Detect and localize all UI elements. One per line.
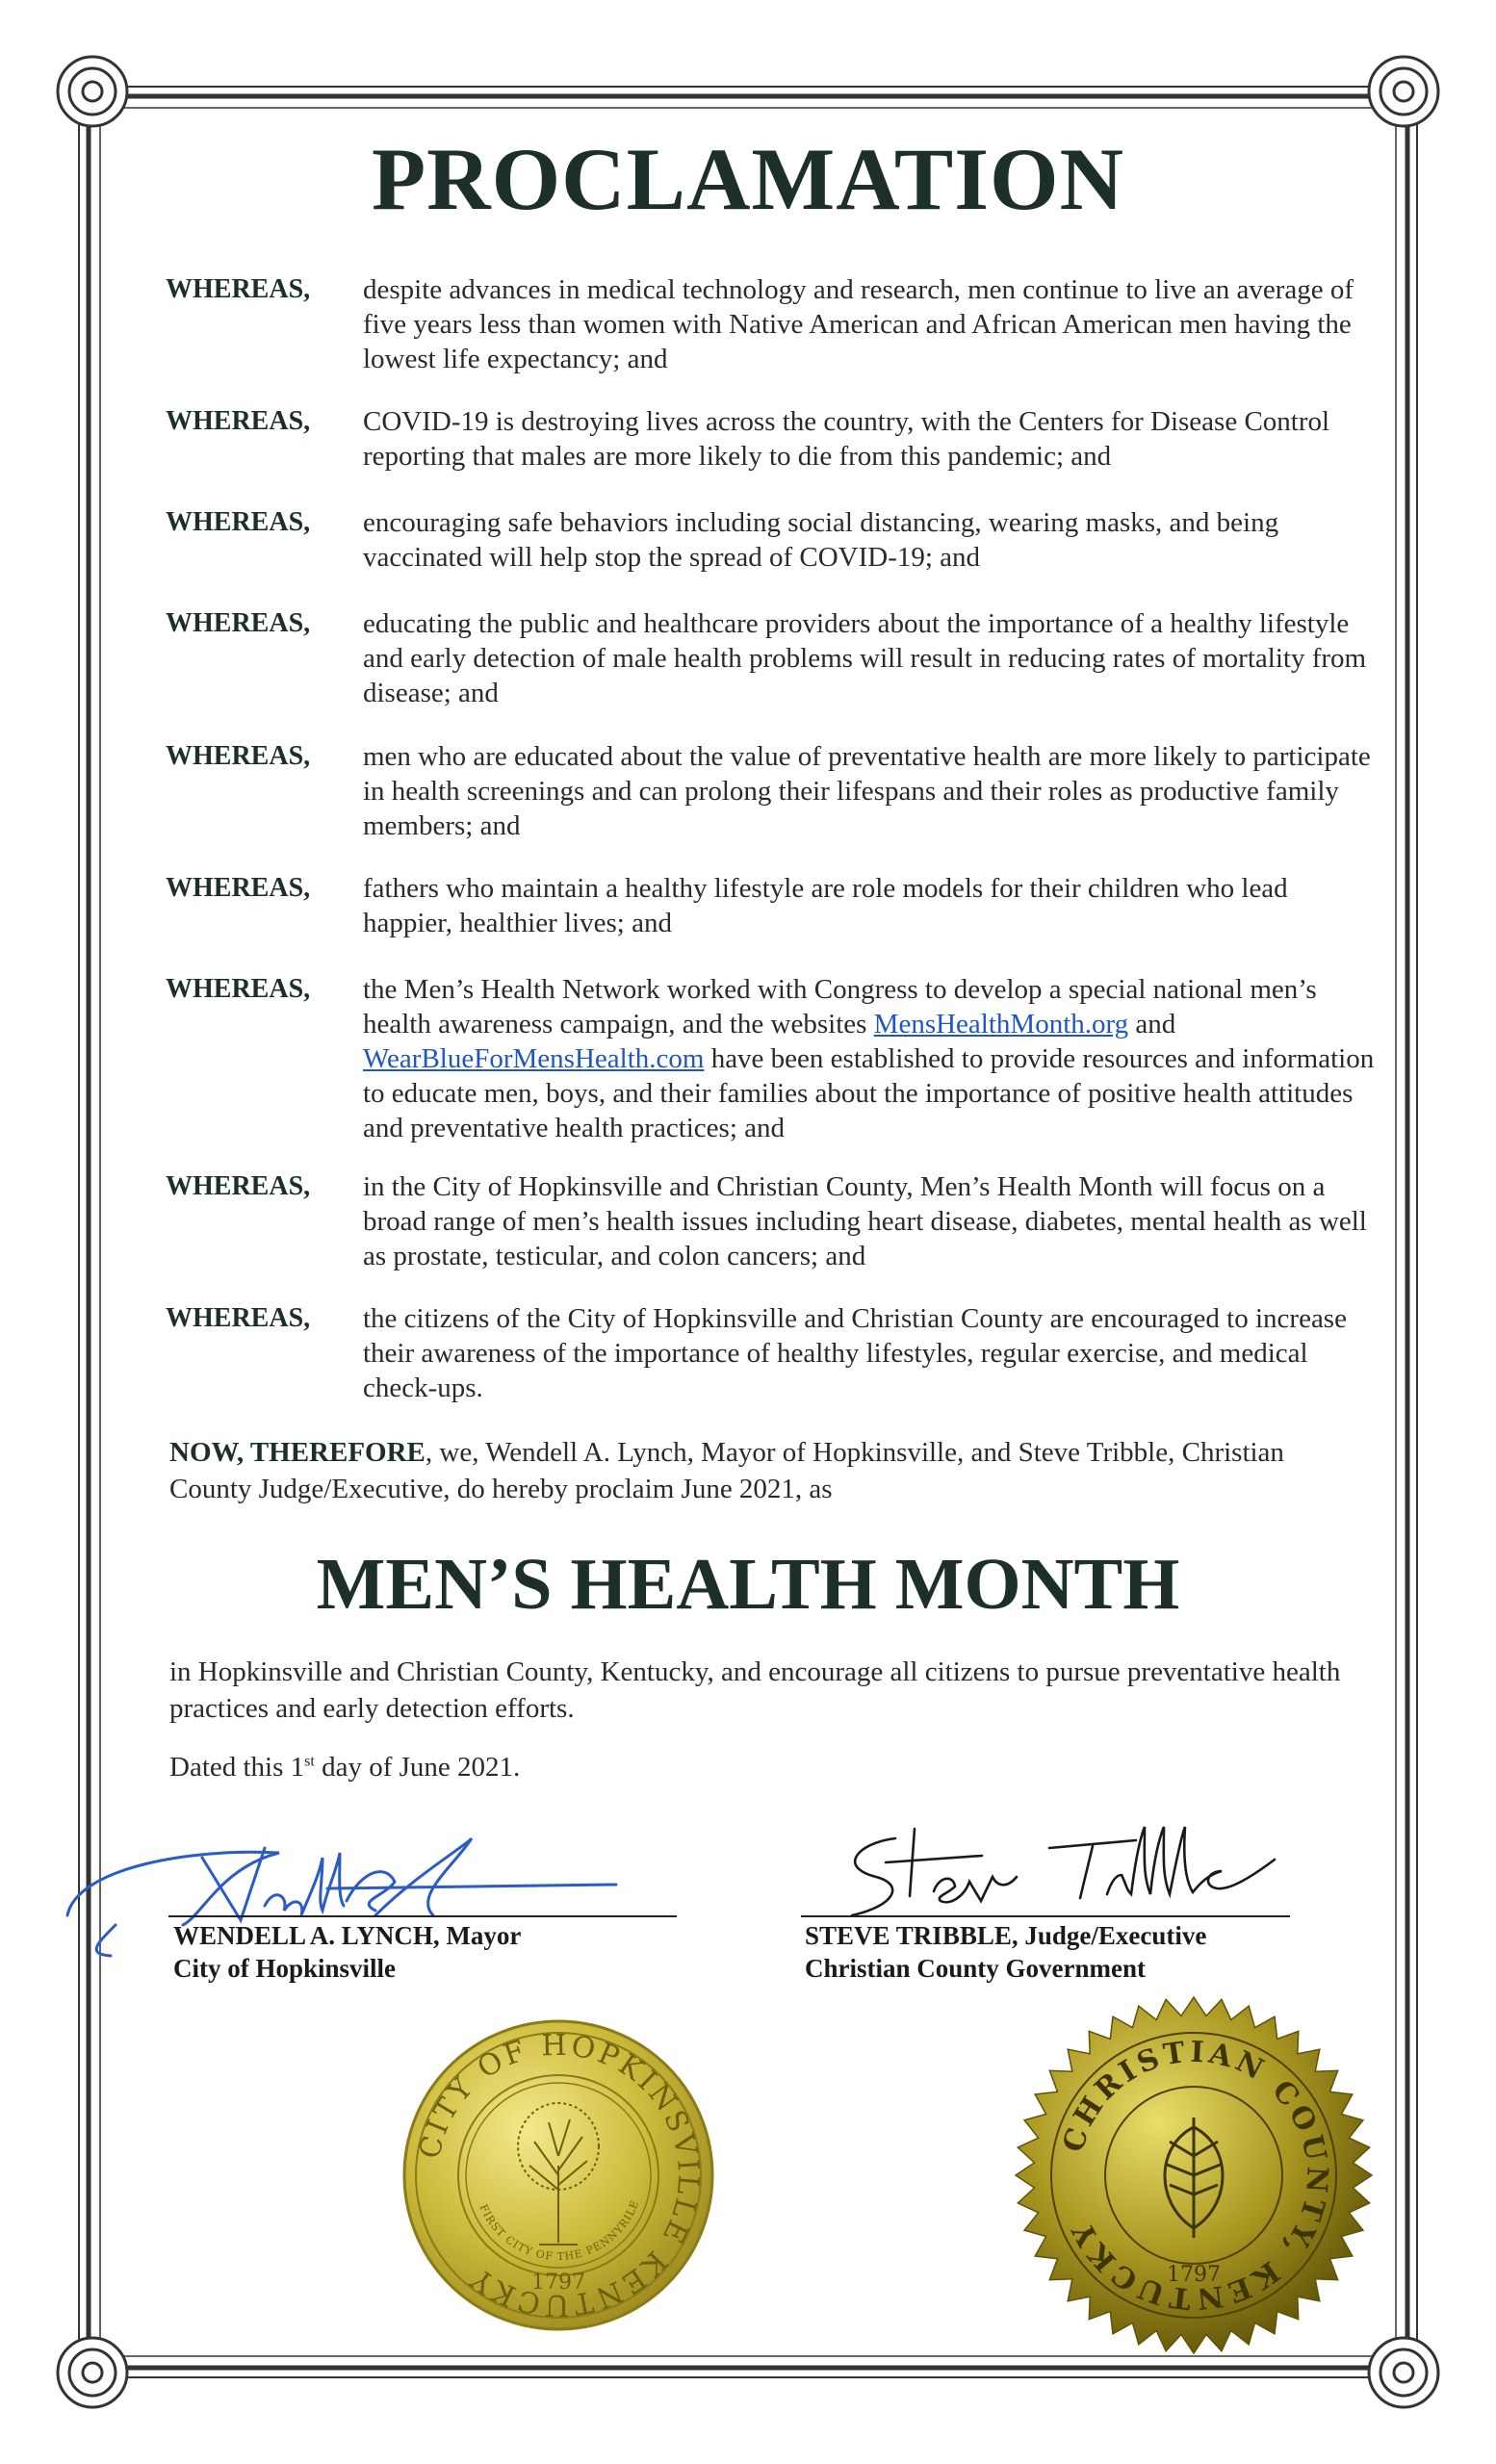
clause-text-after: have been established to provide resources and information to educate men, boys, and their families about the importance of positive health attitudes and preventative health practices; and [363,1043,1375,1143]
seal-right-ring-text: CHRISTIAN COUNTY, KENTUCKY [1056,2035,1334,2316]
whereas-clause-7 [166,972,1379,1145]
signature-line-right [801,1915,1290,1917]
seal-city-of-hopkinsville [395,2012,722,2339]
signatory-mayor [173,1919,521,1985]
corner-ornament-top-left [58,57,127,126]
signatory-judge-name: STEVE TRIBBLE, Judge/Executive [805,1921,1207,1950]
clause-text: men who are educated about the value of preventative health are more likely to participate in health screenings and can prolong their lifespans and their roles as productive family members; and [363,741,1371,841]
whereas-clause-2 [166,404,1379,474]
whereas-clause-6 [166,871,1379,940]
clause-text: encouraging safe behaviors including social distancing, wearing masks, and being vaccinated will help stop the spread of COVID-19; and [363,507,1279,573]
signatory-mayor-name: WENDELL A. LYNCH, Mayor [173,1921,522,1950]
whereas-label: WHEREAS, [166,741,311,771]
whereas-clause-1 [166,272,1379,376]
therefore-text: , we, Wendell A. Lynch, Mayor of Hopkinsville, and Steve Tribble, Christian County Judge/Executive, do hereby proclaim June 2021, as [169,1437,1284,1504]
whereas-label: WHEREAS, [166,873,311,903]
whereas-label: WHEREAS, [166,1303,311,1333]
clause-text-before: the Men’s Health Network worked with Congress to develop a special national men’s health awareness campaign, and the websites [363,974,1317,1040]
encourage-paragraph: in Hopkinsville and Christian County, Kentucky, and encourage all citizens to pursue preventative health practices and early detection efforts. [169,1656,1341,1724]
therefore-lead: NOW, THEREFORE [169,1437,426,1468]
whereas-label: WHEREAS, [166,608,311,638]
seal-left-year: 1797 [531,2271,585,2295]
signatory-judge [805,1919,1206,1985]
link-menshealthmonth[interactable]: MensHealthMonth.org [873,1009,1129,1040]
seal-christian-county [1011,1992,1377,2358]
whereas-clause-5 [166,739,1379,843]
clause-text [363,972,1379,1145]
signatory-mayor-org: City of Hopkinsville [173,1954,397,1983]
whereas-label: WHEREAS, [166,406,311,436]
corner-ornament-bottom-left [58,2338,127,2407]
seal-left-ring-text: CITY OF HOPKINSVILLE KENTUCKY [413,2028,706,2323]
clause-text: the citizens of the City of Hopkinsville and Christian County are encouraged to increase their awareness of the importance of healthy lifestyles, regular exercise, and medical check-ups. [363,1303,1347,1403]
corner-ornament-bottom-right [1369,2338,1438,2407]
signature-judge [828,1819,1328,1925]
clause-text-mid: and [1128,1009,1176,1040]
clause-text: COVID-19 is destroying lives across the country, with the Centers for Disease Control reporting that males are more likely to die from this pandemic; and [363,406,1330,472]
seal-left-inner-text: FIRST CITY OF THE PENNYRILE [477,2197,642,2264]
clause-text: educating the public and healthcare providers about the importance of a healthy lifestyle and early detection of male health problems will result in reducing rates of mortality from disease; and [363,608,1367,708]
clause-text: in the City of Hopkinsville and Christian County, Men’s Health Month will focus on a broad range of men’s health issues including heart disease, diabetes, mental health as well as prostate, testicular, and colon cancers; and [363,1171,1367,1271]
whereas-label: WHEREAS, [166,507,311,537]
clause-text: despite advances in medical technology and research, men continue to live an average of five years less than women with Native American and African American men having the lowest life expectancy; and [363,274,1354,374]
clause-text: fathers who maintain a healthy lifestyle are role models for their children who lead happier, healthier lives; and [363,873,1288,938]
whereas-label: WHEREAS, [166,274,311,304]
page-title: PROCLAMATION [371,130,1125,228]
signatory-judge-org: Christian County Government [805,1954,1147,1983]
dated-line: Dated this 1st day of June 2021. [169,1752,521,1783]
whereas-clause-9 [166,1301,1379,1405]
whereas-label: WHEREAS, [166,974,311,1004]
link-wearblueformenshealth[interactable]: WearBlueForMensHealth.com [363,1043,705,1074]
whereas-clause-8 [166,1169,1379,1273]
signature-line-left [168,1915,677,1917]
whereas-label: WHEREAS, [166,1171,311,1201]
corner-ornament-top-right [1369,57,1438,126]
therefore-paragraph [169,1434,1363,1507]
seal-right-year: 1797 [1167,2263,1221,2287]
whereas-clause-3 [166,505,1379,575]
month-title: MEN’S HEALTH MONTH [316,1544,1180,1625]
whereas-clause-4 [166,606,1379,710]
